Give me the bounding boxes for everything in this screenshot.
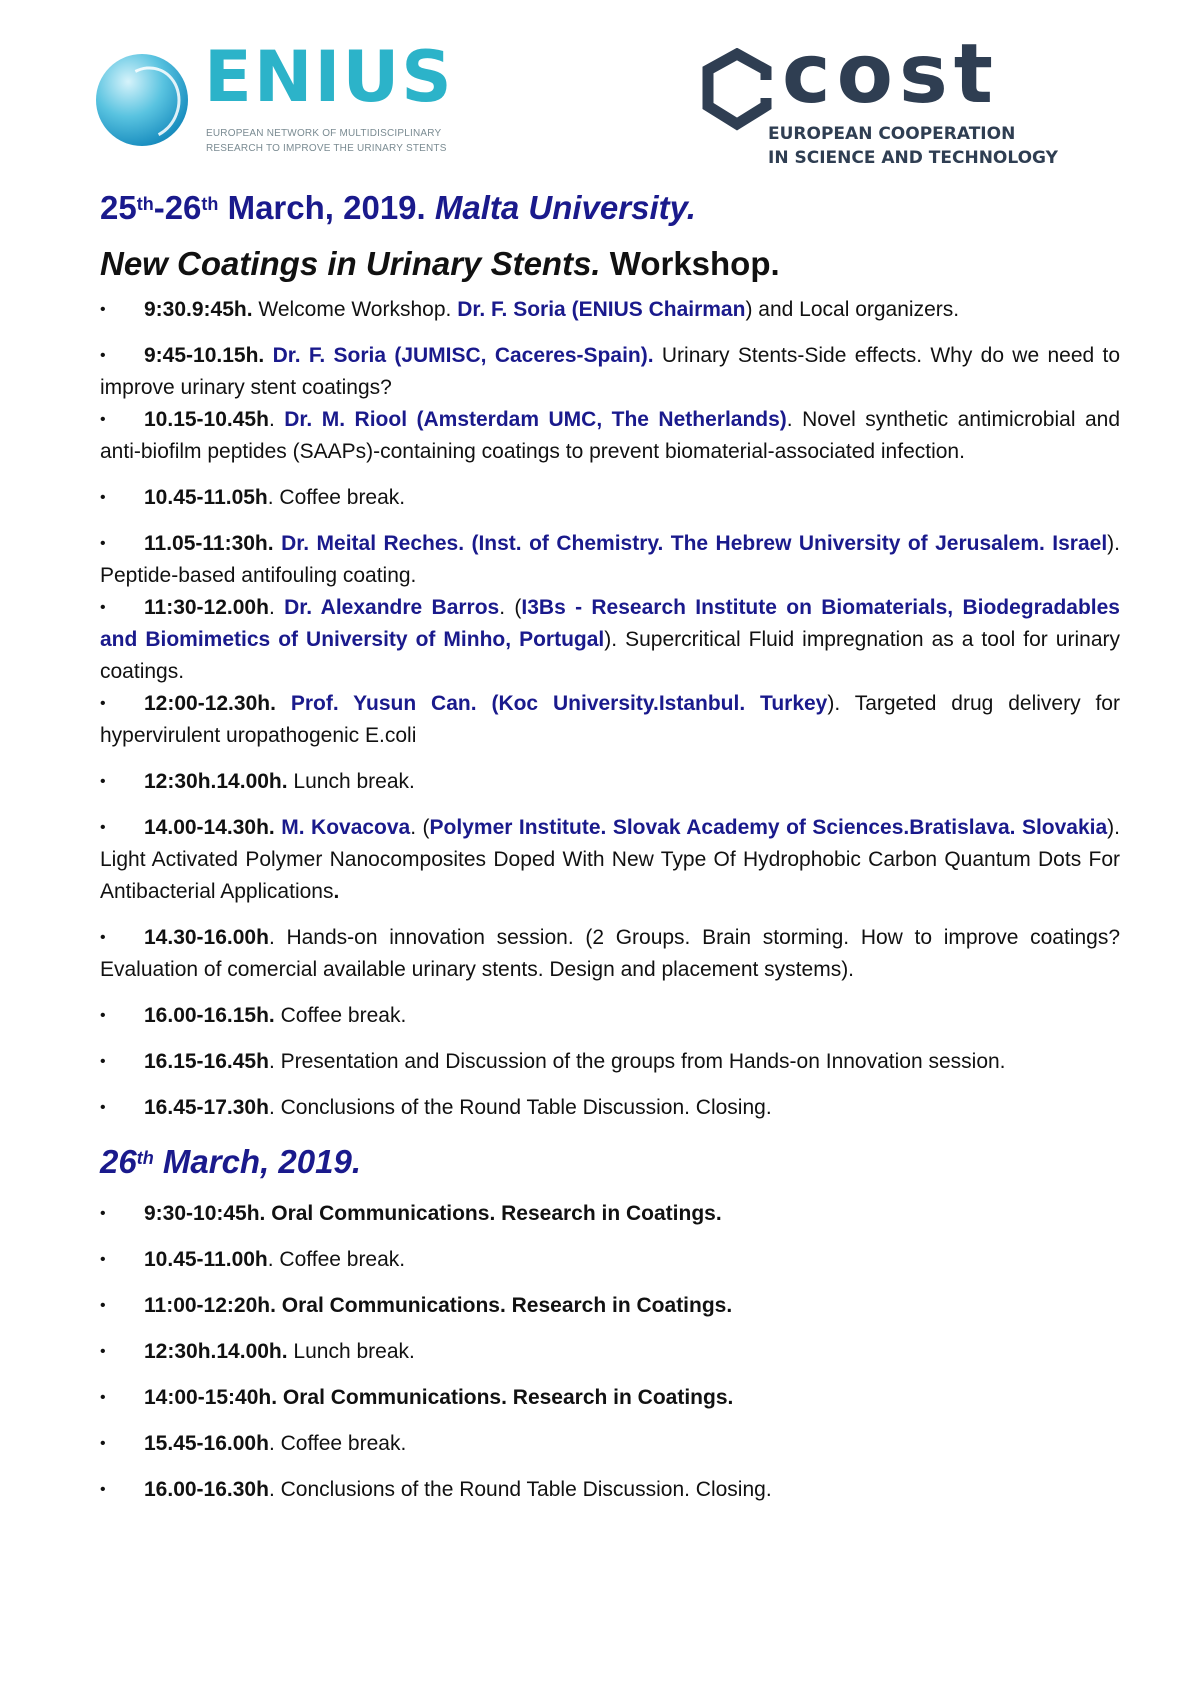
speaker-affiliation: I3Bs - Research Institute on Biomaterials, Biodegradables and Biomimetics of University of Minho, Portugal [100, 596, 1120, 651]
speaker-affiliation: Dr. Alexandre Barros [284, 596, 500, 619]
agenda-time: 14.00-14.30h. [144, 816, 275, 839]
agenda-time: 11.05-11:30h. [144, 532, 274, 555]
bullet-icon: • [100, 1099, 106, 1116]
agenda-time: 15.45-16.00h [144, 1432, 269, 1455]
cost-logo [700, 27, 1058, 168]
agenda-bold-text: . [333, 880, 340, 903]
agenda-text [276, 692, 291, 715]
agenda-time: 16.45-17.30h [144, 1096, 269, 1119]
venue: Malta University. [434, 189, 696, 226]
agenda-text: ) and Local organizers. [745, 298, 960, 321]
agenda-time: 10.45-11.05h [144, 486, 268, 509]
agenda-text: . Coffee break. [267, 1248, 406, 1271]
enius-logo [96, 36, 476, 160]
enius-subtitle-line1: EUROPEAN NETWORK OF MULTIDISCIPLINARY [206, 128, 442, 139]
agenda-item [100, 1000, 1120, 1032]
agenda-item [100, 1046, 1120, 1078]
bullet-icon: • [100, 1007, 106, 1024]
bullet-icon: • [100, 1481, 106, 1498]
agenda-item [100, 1336, 1120, 1368]
agenda-time: 16.15-16.45h [144, 1050, 269, 1073]
speaker-affiliation: M. Kovacova [281, 816, 411, 839]
agenda-time: 14.30-16.00h [144, 926, 269, 949]
agenda-time: 16.00-16.15h. [144, 1004, 275, 1027]
agenda-time: 9:45-10.15h. [144, 344, 265, 367]
agenda-time: 10.45-11.00h [144, 1248, 268, 1271]
bullet-icon: • [100, 301, 106, 318]
agenda-time: 9:30.9:45h. [144, 298, 253, 321]
agenda-text: Urinary Stents-Side effects. Why do we need to improve urinary stent coatings? [100, 344, 1120, 399]
agenda-text: . [268, 596, 285, 619]
bullet-icon: • [100, 1053, 106, 1070]
agenda-text: . Hands-on innovation session. (2 Groups. Brain storming. How to improve coatings? Evaluation of comercial available urinary stents. Design and placement systems). [100, 926, 1120, 981]
agenda-item [100, 922, 1120, 986]
agenda-text: . [268, 408, 285, 431]
bullet-icon: • [100, 599, 106, 616]
agenda-item [100, 766, 1120, 798]
agenda-item [100, 340, 1120, 404]
bullet-icon: • [100, 1389, 106, 1406]
cost-hexagon-icon [700, 48, 774, 134]
agenda-time: 9:30-10:45h. [144, 1202, 266, 1225]
workshop-title: New Coatings in Urinary Stents. Workshop. [100, 245, 780, 282]
bullet-icon: • [100, 1435, 106, 1452]
bullet-icon: • [100, 489, 106, 506]
agenda-text: . Conclusions of the Round Table Discussion. Closing. [268, 1478, 772, 1501]
agenda-bold-text: Oral Communications. Research in Coatings. [265, 1202, 722, 1225]
speaker-affiliation: Dr. F. Soria (JUMISC, Caceres-Spain). [272, 344, 654, 367]
agenda-text: ). Supercritical Fluid impregnation as a tool for urinary coatings. [100, 628, 1120, 683]
agenda-time: 11:30-12.00h [144, 596, 269, 619]
agenda-item [100, 1290, 1120, 1322]
day1-agenda-list [100, 294, 1120, 1124]
agenda-time: 16.00-16.30h [144, 1478, 269, 1501]
agenda-item [100, 812, 1120, 908]
bullet-icon: • [100, 411, 106, 428]
agenda-text: . Conclusions of the Round Table Discussion. Closing. [268, 1096, 772, 1119]
agenda-item [100, 1382, 1120, 1414]
agenda-item [100, 592, 1120, 688]
speaker-affiliation: Dr. M. Riool (Amsterdam UMC, The Netherlands) [284, 408, 787, 431]
bullet-icon: • [100, 819, 106, 836]
enius-logo-word: ENIUS [204, 36, 454, 118]
agenda-text: Lunch break. [287, 770, 415, 793]
cost-logo-subtitle [768, 122, 1058, 170]
agenda-time: 14:00-15:40h. [144, 1386, 278, 1409]
bullet-icon: • [100, 773, 106, 790]
bullet-icon: • [100, 929, 106, 946]
agenda-item [100, 1198, 1120, 1230]
agenda-item [100, 404, 1120, 468]
agenda-bold-text: Oral Communications. Research in Coatings. [277, 1386, 734, 1409]
agenda-item [100, 1474, 1120, 1506]
day1-date-heading: 25th-26th March, 2019. Malta University. [100, 189, 696, 226]
cost-logo-word: cost [782, 27, 999, 122]
agenda-item [100, 528, 1120, 592]
bullet-icon: • [100, 535, 106, 552]
agenda-text: ). Light Activated Polymer Nanocomposites Doped With New Type Of Hydrophobic Carbon Quantum Dots For Antibacterial Applications [100, 816, 1120, 903]
agenda-time: 11:00-12:20h. [144, 1294, 276, 1317]
agenda-text: . Presentation and Discussion of the groups from Hands-on Innovation session. [268, 1050, 1006, 1073]
day2-date-heading: 26th March, 2019. [100, 1143, 361, 1180]
agenda-item [100, 688, 1120, 752]
bullet-icon: • [100, 1205, 106, 1222]
agenda-text [264, 344, 272, 367]
agenda-text: Coffee break. [274, 1004, 407, 1027]
cost-subtitle-line2: IN SCIENCE AND TECHNOLOGY [768, 148, 1058, 168]
agenda-text: ). Targeted drug delivery for hypervirulent uropathogenic E.coli [100, 692, 1120, 747]
bullet-icon: • [100, 1297, 106, 1314]
agenda-text: Welcome Workshop. [252, 298, 458, 321]
document-body [100, 188, 1120, 1520]
bullet-icon: • [100, 695, 106, 712]
enius-subtitle-line2: RESEARCH TO IMPROVE THE URINARY STENTS [206, 143, 447, 154]
speaker-affiliation: Prof. Yusun Can. (Koc University.Istanbul. Turkey [290, 692, 828, 715]
agenda-item [100, 1428, 1120, 1460]
agenda-text: . Coffee break. [268, 1432, 407, 1455]
agenda-time: 10.15-10.45h [144, 408, 269, 431]
bullet-icon: • [100, 1343, 106, 1360]
agenda-text: . ( [499, 596, 522, 619]
enius-sphere-icon [96, 54, 188, 146]
bullet-icon: • [100, 347, 106, 364]
agenda-bold-text: Oral Communications. Research in Coatings. [275, 1294, 733, 1317]
speaker-affiliation: Dr. F. Soria (ENIUS Chairman [457, 298, 746, 321]
agenda-time: 12:00-12.30h. [144, 692, 276, 715]
agenda-text: ). Peptide-based antifouling coating. [100, 532, 1120, 587]
agenda-text: . ( [410, 816, 430, 839]
speaker-affiliation: Polymer Institute. Slovak Academy of Sciences.Bratislava. Slovakia [429, 816, 1108, 839]
agenda-text: . Novel synthetic antimicrobial and anti-biofilm peptides (SAAPs)-containing coatings to prevent biomaterial-associated infection. [100, 408, 1120, 463]
agenda-text: . Coffee break. [267, 486, 406, 509]
agenda-time: 12:30h.14.00h. [144, 1340, 288, 1363]
cost-subtitle-line1: EUROPEAN COOPERATION [768, 124, 1016, 144]
agenda-time: 12:30h.14.00h. [144, 770, 288, 793]
day2-agenda-list [100, 1198, 1120, 1506]
bullet-icon: • [100, 1251, 106, 1268]
agenda-item [100, 1092, 1120, 1124]
agenda-item [100, 482, 1120, 514]
agenda-item [100, 294, 1120, 326]
agenda-text: Lunch break. [287, 1340, 415, 1363]
agenda-text [274, 532, 281, 555]
agenda-item [100, 1244, 1120, 1276]
enius-logo-subtitle [206, 126, 447, 156]
speaker-affiliation: Dr. Meital Reches. (Inst. of Chemistry. The Hebrew University of Jerusalem. Israel [281, 532, 1108, 555]
